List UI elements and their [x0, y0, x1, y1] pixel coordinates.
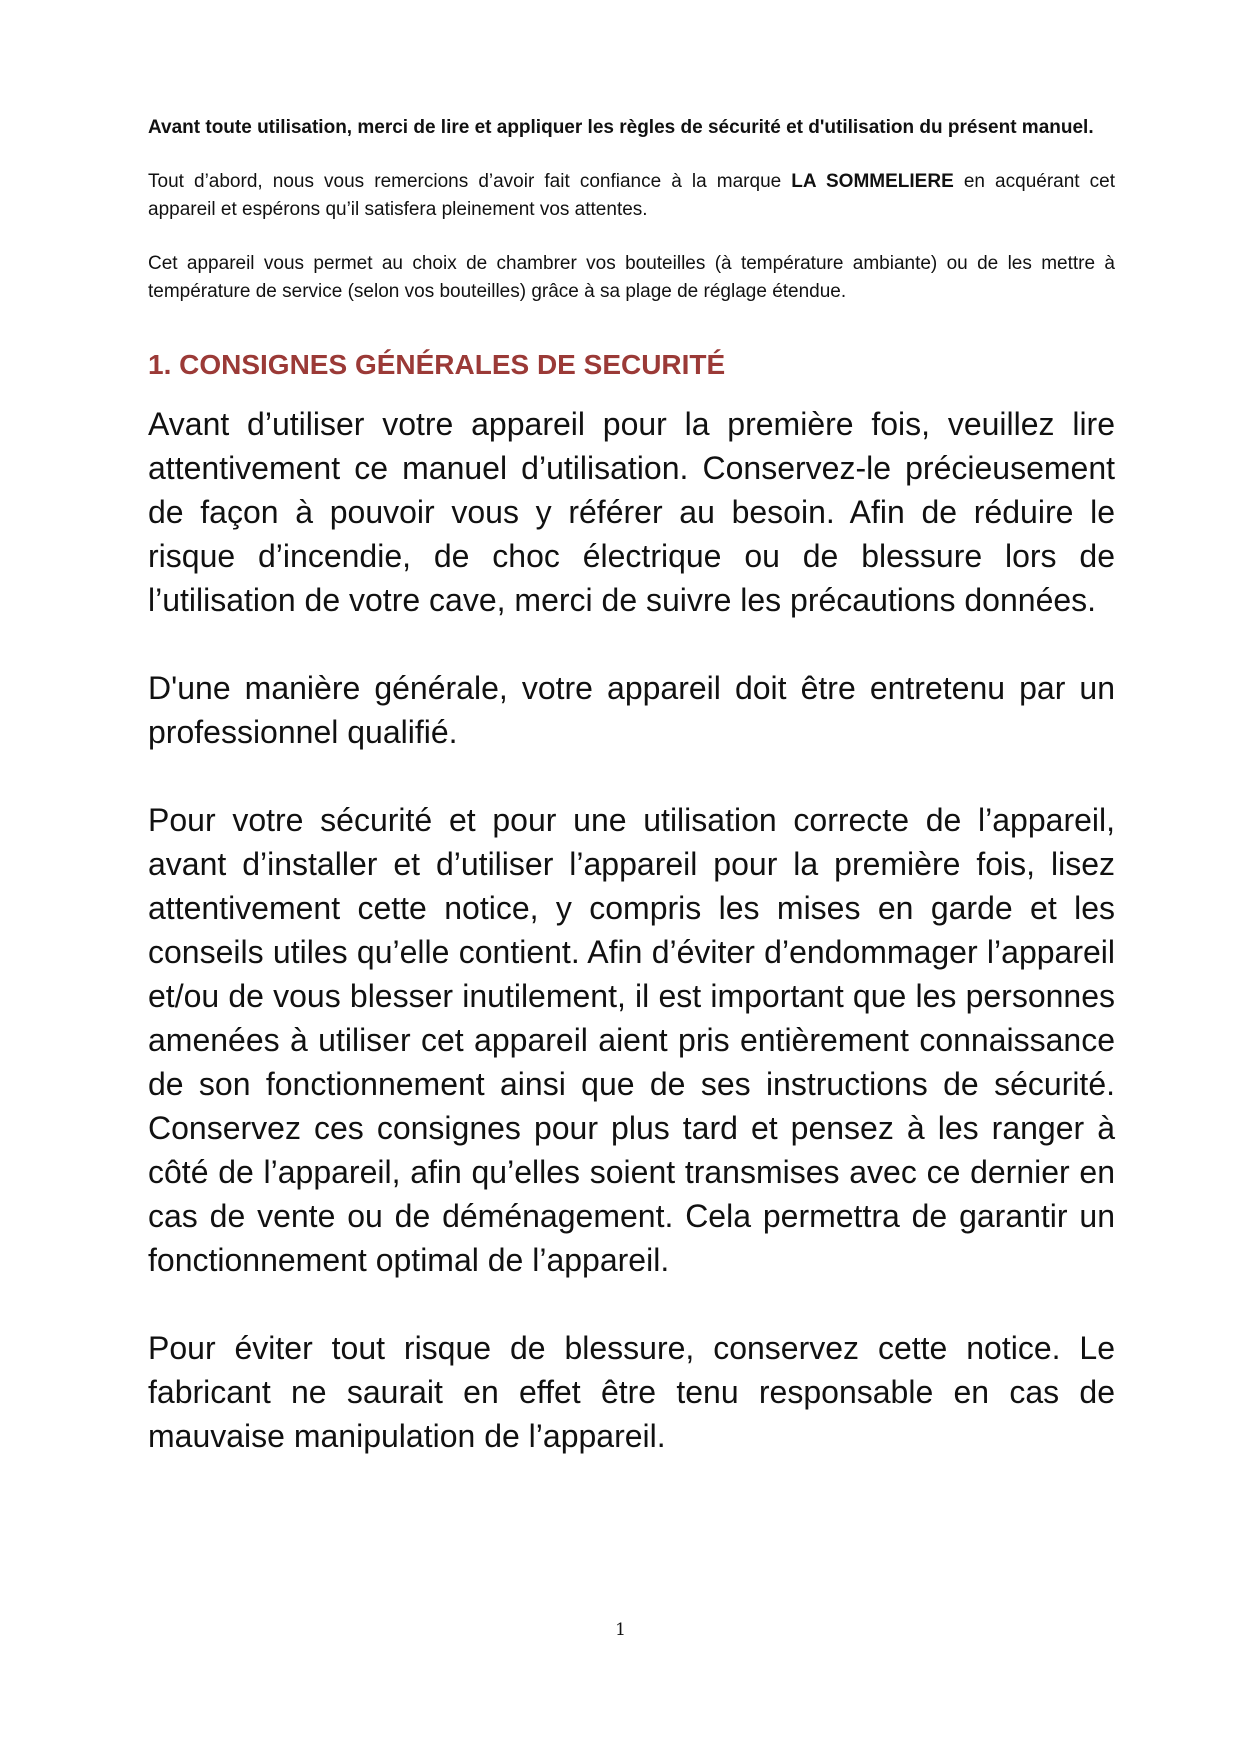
intro-thanks	[148, 168, 1115, 224]
intro-warning: Avant toute utilisation, merci de lire et appliquer les règles de sécurité et d'utilisation du présent manuel.	[148, 117, 1094, 138]
brand-name: LA SOMMELIERE	[791, 171, 954, 192]
safety-paragraph-4: Pour éviter tout risque de blessure, conservez cette notice. Le fabricant ne saurait en effet être tenu responsable en cas de mauvaise manipulation de l’appareil.	[148, 1330, 1115, 1454]
section-title: 1. CONSIGNES GÉNÉRALES DE SECURITÉ	[148, 349, 726, 380]
safety-paragraph-3: Pour votre sécurité et pour une utilisation correcte de l’appareil, avant d’installer et d’utiliser l’appareil pour la première fois, lisez attentivement cette notice, y compris les mises en garde et les conseils utiles qu’elle contient. Afin d’éviter d’endommager l’appareil et/ou de vous blesser inutilement, il est important que les personnes amenées à utiliser cet appareil aient pris entièrement connaissance de son fonctionnement ainsi que de ses instructions de sécurité. Conservez ces consignes pour plus tard et pensez à les ranger à côté de l’appareil, afin qu’elles soient transmises avec ce dernier en cas de vente ou de déménagement. Cela permettra de garantir un fonctionnement optimal de l’appareil.	[148, 802, 1115, 1278]
safety-paragraph-2: D'une manière générale, votre appareil doit être entretenu par un professionnel qualifié.	[148, 670, 1115, 750]
page-number: 1	[615, 1620, 626, 1640]
intro-usage: Cet appareil vous permet au choix de chambrer vos bouteilles (à température ambiante) ou de les mettre à température de service (selon vos bouteilles) grâce à sa plage de réglage étendue.	[148, 253, 1115, 302]
document-page	[148, 114, 1115, 1502]
safety-paragraph-1: Avant d’utiliser votre appareil pour la première fois, veuillez lire attentivement ce manuel d’utilisation. Conservez-le précieusement de façon à pouvoir vous y référer au besoin. Afin de réduire le risque d’incendie, de choc électrique ou de blessure lors de l’utilisation de votre cave, merci de suivre les précautions données.	[148, 406, 1115, 618]
intro-thanks-after: en acquérant cet appareil et espérons qu’il satisfera pleinement vos attentes.	[148, 171, 1116, 220]
intro-thanks-before: Tout d’abord, nous vous remercions d’avoir fait confiance à la marque	[148, 171, 792, 192]
